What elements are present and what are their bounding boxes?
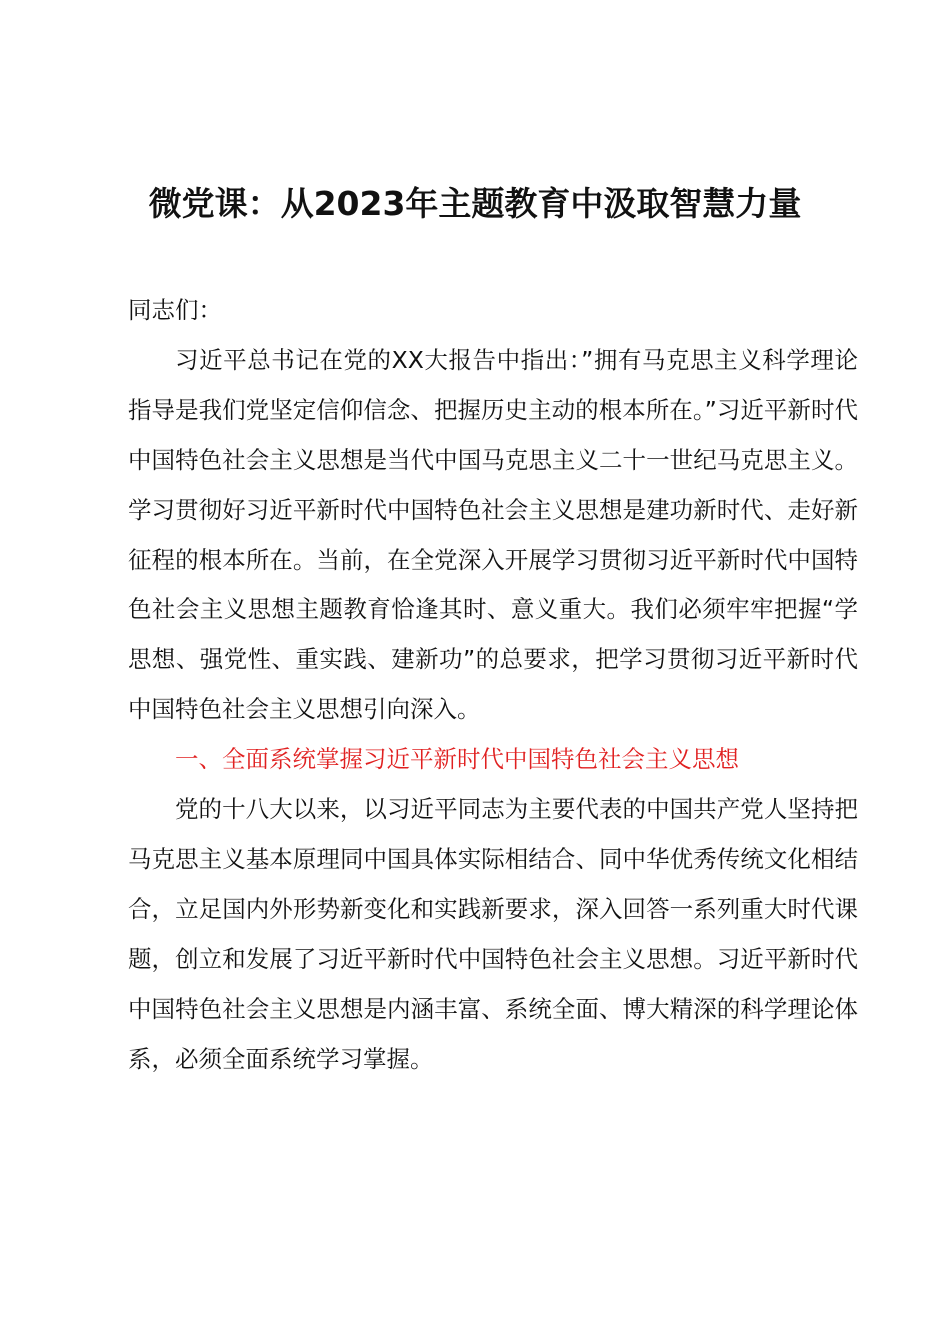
section-heading-1: 一、全面系统掌握习近平新时代中国特色社会主义思想	[175, 745, 739, 774]
greeting: 同志们：	[128, 296, 222, 324]
paragraph-2: 党的十八大以来，以习近平同志为主要代表的中国共产党人坚持把马克思主义基本原理同中国具体实际相结合、同中华优秀传统文化相结合，立足国内外形势新变化和实践新要求，深入回答一系列重大时代课题，创立和发展了习近平新时代中国特色社会主义思想。习近平新时代中国特色社会主义思想是内涵丰富、系统全面、博大精深的科学理论体系，必须全面系统学习掌握。	[128, 795, 858, 1073]
document-title: 微党课：从2023年主题教育中汲取智慧力量	[148, 184, 802, 223]
document-body	[128, 286, 858, 1085]
paragraph-1: 习近平总书记在党的XX大报告中指出：”拥有马克思主义科学理论指导是我们党坚定信仰信念、把握历史主动的根本所在。”习近平新时代中国特色社会主义思想是当代中国马克思主义二十一世纪马克思主义。学习贯彻好习近平新时代中国特色社会主义思想是建功新时代、走好新征程的根本所在。当前，在全党深入开展学习贯彻习近平新时代中国特色社会主义思想主题教育恰逢其时、意义重大。我们必须牢牢把握“学思想、强党性、重实践、建新功”的总要求，把学习贯彻习近平新时代中国特色社会主义思想引向深入。	[128, 345, 858, 724]
